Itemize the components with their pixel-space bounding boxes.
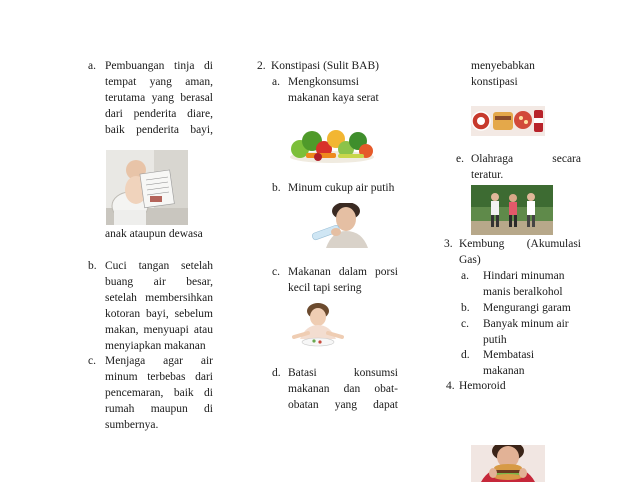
kembung-sub-d xyxy=(483,347,534,379)
text-line: Gas) xyxy=(459,254,481,266)
col2-item-c xyxy=(288,264,398,296)
kembung-heading xyxy=(459,236,581,268)
text-line: minum terbebas dari xyxy=(105,371,213,383)
text-line: makanan dan obat- xyxy=(288,383,398,395)
text-line: kecil tapi sering xyxy=(288,282,362,294)
list-label-c: c. xyxy=(88,355,96,367)
text-line: Batasi konsumsi xyxy=(288,367,398,379)
text-line: Membatasi xyxy=(483,349,535,361)
text-line: Menjaga agar air xyxy=(105,355,213,367)
col2-item-d xyxy=(288,365,398,413)
list-label-b: b. xyxy=(461,302,470,314)
text-line: buang air besar, xyxy=(105,276,213,288)
vegetables-photo xyxy=(288,125,376,165)
joggers-photo xyxy=(471,185,553,235)
kembung-sub-c xyxy=(483,316,569,348)
text-line: sumbernya. xyxy=(105,419,159,431)
text-line: tempat yang aman, xyxy=(105,76,213,88)
col1-item-a-continued: anak ataupun dewasa xyxy=(105,228,203,240)
text-line: terutama yang berasal xyxy=(105,92,213,104)
woman-burger-photo xyxy=(471,445,545,482)
woman-small-meal-photo xyxy=(288,303,348,347)
text-line: makan, menyuapi atau xyxy=(105,324,213,336)
list-label-c: c. xyxy=(272,266,280,278)
text-line: pencemaran, baik di xyxy=(105,387,213,399)
list-label-a: a. xyxy=(88,60,96,72)
col2-item-a xyxy=(288,74,398,106)
col1-item-c xyxy=(105,353,213,433)
list-label-2: 2. xyxy=(257,60,266,72)
text-line: Olahraga secara xyxy=(471,153,581,165)
text-line: Makanan dalam porsi xyxy=(288,266,398,278)
col2-item-b: Minum cukup air putih xyxy=(288,182,395,194)
text-line: Mengkonsumsi xyxy=(288,76,359,88)
list-label-a: a. xyxy=(272,76,280,88)
woman-drinking-photo xyxy=(308,203,376,248)
list-label-b: b. xyxy=(272,182,281,194)
list-label-a: a. xyxy=(461,270,469,282)
col1-item-a xyxy=(105,58,213,138)
text-line: Pembuangan tinja di xyxy=(105,60,213,72)
list-label-d: d. xyxy=(461,349,470,361)
list-label-c: c. xyxy=(461,318,469,330)
text-line: baik penderita bayi, xyxy=(105,124,213,136)
col3-item-e xyxy=(471,151,581,183)
list-label-d: d. xyxy=(272,367,281,379)
list-label-e: e. xyxy=(456,153,464,165)
text-line: konstipasi xyxy=(471,76,518,88)
text-line: makanan kaya serat xyxy=(288,92,379,104)
text-line: Cuci tangan setelah xyxy=(105,260,213,272)
baby-toilet-photo xyxy=(106,150,188,225)
list-label-3: 3. xyxy=(444,238,453,250)
text-line: Kembung (Akumulasi xyxy=(459,238,581,250)
text-line: makanan xyxy=(483,365,525,377)
junk-food-photo xyxy=(471,106,545,136)
col3-item-d-continued xyxy=(471,58,535,90)
text-line: putih xyxy=(483,334,507,346)
text-line: dari penderita diare, xyxy=(105,108,213,120)
text-line: kotoran bayi, sebelum xyxy=(105,308,213,320)
text-line: Mengurangi garam xyxy=(483,302,571,314)
text-line: Hindari minuman xyxy=(483,270,565,282)
text-line: rumah maupun di xyxy=(105,403,213,415)
text-line: manis beralkohol xyxy=(483,286,563,298)
text-line: obatan yang dapat xyxy=(288,399,398,411)
konstipasi-heading: Konstipasi (Sulit BAB) xyxy=(271,60,379,72)
text-line: Banyak minum air xyxy=(483,318,569,330)
hemoroid-heading: Hemoroid xyxy=(459,380,506,392)
list-label-b: b. xyxy=(88,260,97,272)
kembung-sub-b xyxy=(483,300,571,316)
text-line: menyiapkan makanan xyxy=(105,340,206,352)
text-line: setelah membersihkan xyxy=(105,292,213,304)
text-line: menyebabkan xyxy=(471,60,535,72)
text-line: teratur. xyxy=(471,169,504,181)
list-label-4: 4. xyxy=(446,380,455,392)
col1-item-b xyxy=(105,258,213,354)
kembung-sub-a xyxy=(483,268,564,300)
